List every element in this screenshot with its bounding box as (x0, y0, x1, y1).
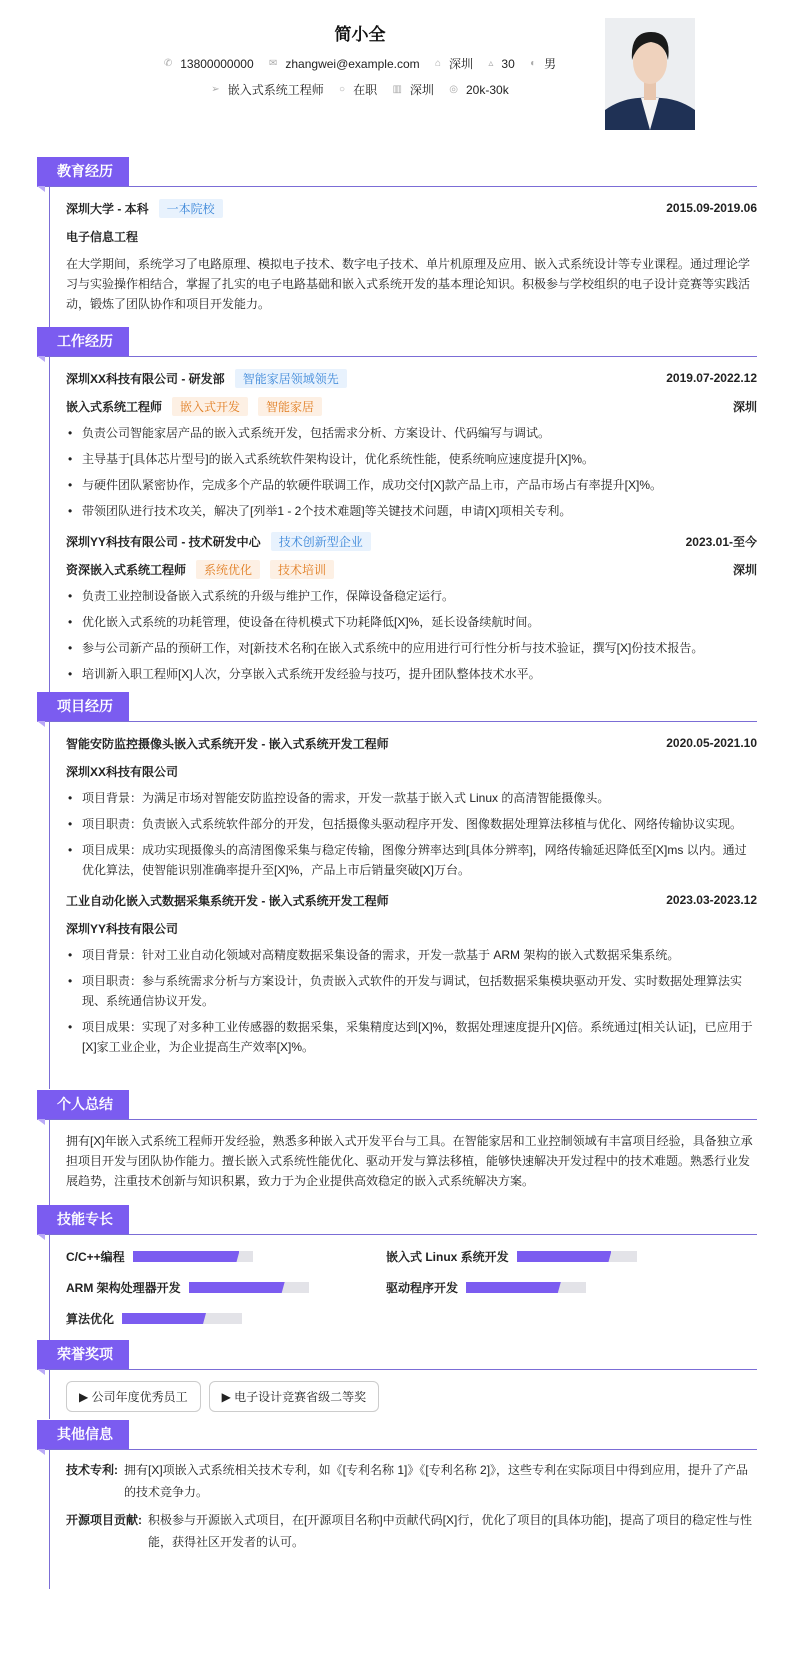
project-name: 智能安防监控摄像头嵌入式系统开发 - 嵌入式系统开发工程师 (66, 736, 389, 751)
phone: 13800000000 (180, 56, 254, 71)
list-item: • 项目背景：为满足市场对智能安防监控设备的需求，开发一款基于嵌入式 Linux 的高清智能摄像头。 (66, 788, 757, 808)
skill-item (66, 1310, 386, 1327)
status-icon: ○ (339, 84, 346, 95)
section-title: 荣誉奖项 (37, 1340, 129, 1369)
company-tag: 技术创新型企业 (271, 532, 371, 551)
other-text: 拥有[X]项嵌入式系统相关技术专利，如《[专利名称 1]》《[专利名称 2]》，这些专利在实际项目中得到应用，提升了产品的技术竞争力。 (124, 1463, 749, 1499)
summary-text: 拥有[X]年嵌入式系统工程师开发经验，熟悉多种嵌入式开发平台与工具。在智能家居和工业控制领域有丰富项目经验，具备独立承担项目开发与团队协作能力。擅长嵌入式系统性能优化、驱动开发与算法移植，能够快速解决开发过程中的技术难题。熟悉行业发展趋势，注重技术创新与知识积累，致力于为企业提供高效稳定的嵌入式系统解决方案。 (66, 1134, 753, 1188)
section-title: 个人总结 (37, 1090, 129, 1119)
city: 深圳 (449, 57, 474, 71)
company: 深圳XX科技有限公司 - 研发部 (66, 371, 225, 386)
skill-level-fill (133, 1251, 240, 1262)
other-text: 积极参与开源嵌入式项目，在[开源项目名称]中贡献代码[X]行，优化了项目的[具体功能]，提高了项目的稳定性与性能，获得社区开发者的认可。 (148, 1513, 753, 1549)
gender-icon: ◐ (530, 58, 537, 69)
skill-level-bar (517, 1251, 637, 1262)
skill-item (386, 1279, 706, 1296)
list-item: • 带领团队进行技术攻关，解决了[列举1 - 2个技术难题]等关键技术问题，申请[X]项相关专利。 (66, 501, 757, 521)
role-tag: 智能家居 (258, 397, 322, 416)
section-title: 教育经历 (37, 157, 129, 186)
school: 深圳大学 - 本科 (66, 201, 149, 216)
list-item: • 项目背景：针对工业自动化领域对高精度数据采集设备的需求，开发一款基于 ARM 架构的嵌入式数据采集系统。 (66, 945, 757, 965)
project-name: 工业自动化嵌入式数据采集系统开发 - 嵌入式系统开发工程师 (66, 893, 389, 908)
other-label: 开源项目贡献: (66, 1513, 142, 1527)
section-title: 其他信息 (37, 1420, 129, 1449)
skill-name: ARM 架构处理器开发 (66, 1281, 181, 1295)
profile-photo (605, 18, 695, 130)
skill-level-bar (122, 1313, 242, 1324)
list-item: • 优化嵌入式系统的功耗管理，使设备在待机模式下功耗降低[X]%，延长设备续航时间。 (66, 612, 757, 632)
edu-description: 在大学期间，系统学习了电路原理、模拟电子技术、数字电子技术、单片机原理及应用、嵌入式系统设计等专业课程。通过理论学习与实验操作相结合，掌握了扎实的电子电路基础和嵌入式系统开发的基本理论知识。积极参与学校组织的电子设计竞赛等实践活动，锻炼了团队协作和项目开发能力。 (66, 257, 751, 311)
gender: 男 (544, 57, 557, 71)
other-label: 技术专利: (66, 1463, 118, 1477)
mail-icon: ✉ (268, 58, 278, 69)
skill-item (386, 1248, 706, 1265)
list-item: • 参与公司新产品的预研工作，对[新技术名称]在嵌入式系统中的应用进行可行性分析与技术验证，撰写[X]份技术报告。 (66, 638, 757, 658)
send-icon: ➢ (211, 84, 220, 95)
project-dates: 2023.03-2023.12 (666, 893, 757, 907)
skill-name: 算法优化 (66, 1312, 115, 1326)
award-label: 电子设计竞赛省级二等奖 (234, 1390, 367, 1404)
list-item: • 负责公司智能家居产品的嵌入式系统开发，包括需求分析、方案设计、代码编写与调试。 (66, 423, 757, 443)
award-badge (66, 1381, 201, 1412)
project-entry (66, 886, 757, 1057)
award-badge (209, 1381, 380, 1412)
work-section (37, 327, 757, 692)
skill-name: 驱动程序开发 (386, 1281, 459, 1295)
skill-item (66, 1248, 386, 1265)
role: 嵌入式系统工程师 (66, 399, 163, 414)
company-tag: 智能家居领域领先 (235, 369, 347, 388)
salary: 20k-30k (466, 82, 509, 97)
list-item: • 负责工业控制设备嵌入式系统的升级与维护工作，保障设备稳定运行。 (66, 586, 757, 606)
list-item: • 项目职责：负责嵌入式系统软件部分的开发，包括摄像头驱动程序开发、图像数据处理算法移植与优化、网络传输协议实现。 (66, 814, 757, 834)
summary-section (37, 1090, 757, 1205)
project-dates: 2020.05-2021.10 (666, 736, 757, 750)
skill-level-fill (122, 1313, 206, 1324)
role-tag: 系统优化 (196, 560, 260, 579)
building-icon: ▥ (392, 84, 402, 95)
skill-level-fill (517, 1251, 612, 1262)
section-title: 项目经历 (37, 692, 129, 721)
skill-item (66, 1279, 386, 1296)
play-icon: ▶ (79, 1390, 92, 1404)
target-city: 深圳 (409, 83, 434, 97)
job-dates: 2023.01-至今 (685, 534, 757, 549)
email: zhangwei@example.com (285, 56, 420, 71)
company: 深圳YY科技有限公司 - 技术研发中心 (66, 534, 261, 549)
list-item: • 项目成果：实现了对多种工业传感器的数据采集，采集精度达到[X]%，数据处理速度提升[X]倍。系统通过[相关认证]，已应用于[X]家工业企业，为企业提高生产效率[X]%。 (66, 1017, 757, 1057)
job-entry (66, 527, 757, 684)
other-item (66, 1459, 757, 1503)
list-item: • 与硬件团队紧密协作，完成多个产品的软硬件联调工作，成功交付[X]款产品上市，产品市场占有率提升[X]%。 (66, 475, 757, 495)
location: 深圳 (732, 399, 757, 414)
skill-name: C/C++编程 (66, 1250, 125, 1264)
play-icon: ▶ (221, 1390, 235, 1404)
skills-section (37, 1205, 757, 1340)
project-entry (66, 729, 757, 880)
skill-level-fill (466, 1282, 561, 1293)
other-item (66, 1509, 757, 1553)
location: 深圳 (732, 562, 757, 577)
school-tag: 一本院校 (159, 199, 223, 218)
role: 资深嵌入式系统工程师 (66, 562, 187, 577)
section-title: 技能专长 (37, 1205, 129, 1234)
major: 电子信息工程 (66, 229, 139, 244)
list-item: • 培训新入职工程师[X]人次，分享嵌入式系统开发经验与技巧，提升团队整体技术水平。 (66, 664, 757, 684)
project-company: 深圳YY科技有限公司 (66, 921, 179, 936)
age: 30 (501, 56, 515, 71)
home-icon: ⌂ (434, 58, 442, 69)
section-title: 工作经历 (37, 327, 129, 356)
age-icon: ▵ (488, 58, 494, 69)
resume-header (0, 0, 794, 150)
job-entry (66, 364, 757, 521)
status: 在职 (353, 83, 378, 97)
education-section (37, 157, 757, 327)
skill-level-bar (133, 1251, 253, 1262)
projects-section (37, 692, 757, 1089)
skill-level-bar (189, 1282, 309, 1293)
position: 嵌入式系统工程师 (227, 83, 324, 97)
phone-icon: ✆ (163, 58, 173, 69)
skill-level-fill (189, 1282, 285, 1293)
skill-level-bar (466, 1282, 586, 1293)
award-label: 公司年度优秀员工 (91, 1390, 188, 1404)
candidate-name: 简小全 (334, 25, 386, 44)
project-company: 深圳XX科技有限公司 (66, 764, 179, 779)
skill-name: 嵌入式 Linux 系统开发 (386, 1250, 509, 1264)
list-item: • 主导基于[具体芯片型号]的嵌入式系统软件架构设计，优化系统性能，使系统响应速度提升[X]%。 (66, 449, 757, 469)
role-tag: 嵌入式开发 (172, 397, 248, 416)
awards-section (37, 1340, 757, 1419)
edu-dates: 2015.09-2019.06 (666, 201, 757, 215)
other-section (37, 1420, 757, 1589)
list-item: • 项目职责：参与系统需求分析与方案设计，负责嵌入式软件的开发与调试，包括数据采集模块驱动开发、实时数据处理算法实现、系统通信协议开发。 (66, 971, 757, 1011)
role-tag: 技术培训 (270, 560, 334, 579)
list-item: • 项目成果：成功实现摄像头的高清图像采集与稳定传输，图像分辨率达到[具体分辨率]，网络传输延迟降低至[X]ms 以内。通过优化算法，使智能识别准确率提升至[X]%，产品上市后销量突破[X]万台。 (66, 840, 757, 880)
salary-icon: ◎ (449, 84, 458, 95)
job-dates: 2019.07-2022.12 (666, 371, 757, 385)
